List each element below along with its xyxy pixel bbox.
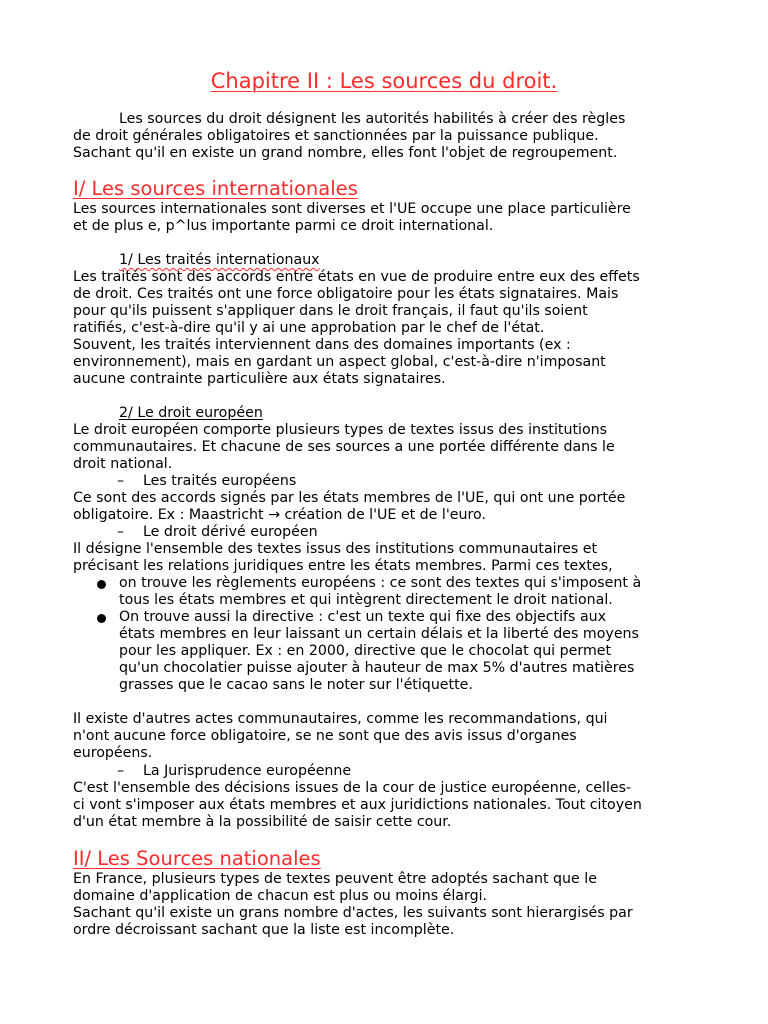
intro-line: de droit générales obligatoires et sanctionnées par la puissance publique. (73, 128, 599, 144)
paragraph-line: n'ont aucune force obligatoire, se ne sont que des avis issus d'organes (73, 728, 577, 744)
paragraph-line: de droit. Ces traités ont une force obligatoire pour les états signataires. Mais (73, 286, 619, 302)
paragraph-line: Ce sont des accords signés par les états membres de l'UE, qui ont une portée (73, 490, 626, 506)
subsection-heading-traites (119, 252, 320, 269)
paragraph-line: environnement), mais en gardant un aspect global, c'est-à-dire n'imposant (73, 354, 606, 370)
paragraph-line: Sachant qu'il existe un grans nombre d'actes, les suivants sont hierargisés par (73, 905, 633, 921)
intro-line: Les sources du droit désignent les autorités habilités à créer des règles (119, 111, 626, 127)
paragraph-line: communautaires. Et chacune de ses sources a une portée différente dans le (73, 439, 615, 455)
paragraph-line: Le droit européen comporte plusieurs types de textes issus des institutions (73, 422, 608, 438)
section-heading-nationales: II/ Les Sources nationales (73, 847, 321, 870)
paragraph-line: droit national. (73, 456, 173, 472)
paragraph-line: ordre décroissant sachant que la liste est incomplète. (73, 922, 455, 938)
dash-marker: – (117, 524, 125, 540)
paragraph-line: ratifiés, c'est-à-dire qu'il y ai une approbation par le chef de l'état. (73, 320, 545, 336)
dash-item-label: Les traités européens (143, 473, 297, 489)
subsection-heading-text: 1/ Les traités internationaux (119, 252, 320, 268)
paragraph-line: En France, plusieurs types de textes peuvent être adoptés sachant que le (73, 871, 597, 887)
dash-marker: – (117, 473, 125, 489)
chapter-title: Chapitre II : Les sources du droit. (210, 69, 558, 93)
bullet-line: on trouve les règlements européens : ce sont des textes qui s'imposent à (119, 575, 642, 591)
bullet-line: qu'un chocolatier puisse ajouter à hauteur de max 5% d'autres matières (119, 660, 635, 676)
dash-item-label: Le droit dérivé européen (143, 524, 318, 540)
paragraph-line: pour qu'ils puissent s'appliquer dans le droit français, il faut qu'ils soient (73, 303, 588, 319)
bullet-line: On trouve aussi la directive : c'est un texte qui fixe des objectifs aux (119, 609, 607, 625)
paragraph-line: obligatoire. Ex : Maastricht → création de l'UE et de l'euro. (73, 507, 486, 523)
paragraph-line: Il désigne l'ensemble des textes issus des institutions communautaires et (73, 541, 598, 557)
paragraph-line: européens. (73, 745, 153, 761)
bullet-line: grasses que le cacao sans le noter sur l'étiquette. (119, 677, 473, 693)
bullet-line: pour les appliquer. Ex : en 2000, directive que le chocolat qui permet (119, 643, 612, 659)
paragraph-line: Les traités sont des accords entre états en vue de produire entre eux des effets (73, 269, 640, 285)
bullet-dot-icon (97, 614, 106, 623)
bullet-dot-icon (97, 580, 106, 589)
intro-line: Sachant qu'il en existe un grand nombre, elles font l'objet de regroupement. (73, 145, 618, 161)
subsection-heading-text: 2/ Le droit européen (119, 405, 263, 421)
paragraph-line: domaine d'application de chacun est plus ou moins élargi. (73, 888, 488, 904)
dash-marker: – (117, 763, 125, 779)
bullet-line: états membres en leur laissant un certain délais et la liberté des moyens (119, 626, 639, 642)
subsection-heading-droit-europeen (119, 405, 263, 422)
paragraph-line: Les sources internationales sont diverses et l'UE occupe une place particulière (73, 201, 631, 217)
paragraph-line: précisant les relations juridiques entre les états membres. Parmi ces textes, (73, 558, 613, 574)
bullet-line: tous les états membres et qui intègrent directement le droit national. (119, 592, 613, 608)
paragraph-line: et de plus e, p^lus importante parmi ce droit international. (73, 218, 494, 234)
paragraph-line: ci vont s'imposer aux états membres et aux juridictions nationales. Tout citoyen (73, 797, 642, 813)
paragraph-line: aucune contrainte particulière aux états signataires. (73, 371, 446, 387)
paragraph-line: C'est l'ensemble des décisions issues de la cour de justice européenne, celles- (73, 780, 632, 796)
paragraph-line: d'un état membre à la possibilité de saisir cette cour. (73, 814, 452, 830)
section-heading-international: I/ Les sources internationales (73, 177, 358, 200)
paragraph-line: Il existe d'autres actes communautaires, comme les recommandations, qui (73, 711, 608, 727)
paragraph-line: Souvent, les traités interviennent dans des domaines importants (ex : (73, 337, 571, 353)
dash-item-label: La Jurisprudence européenne (143, 763, 352, 779)
